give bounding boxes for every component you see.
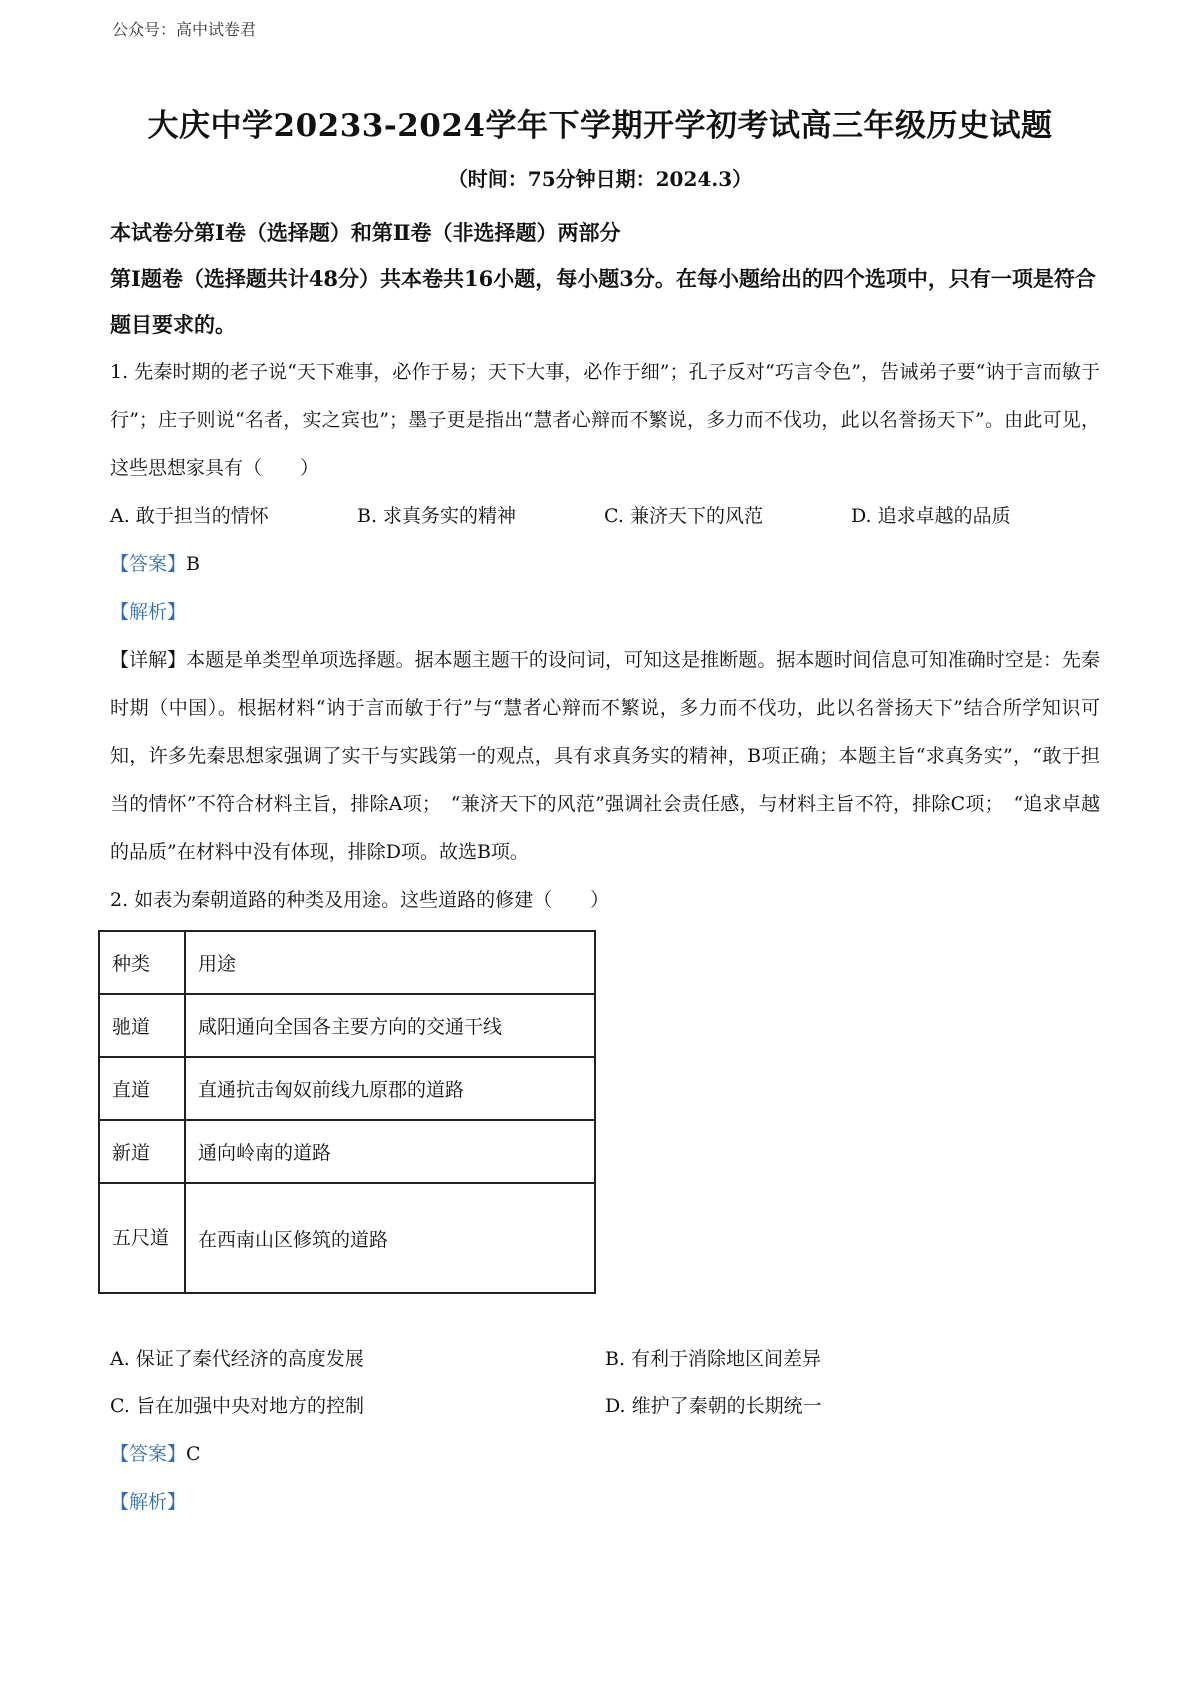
q1-answer-tag: 【答案】: [110, 553, 187, 575]
qin-roads-table: [98, 930, 596, 1294]
exam-time-date: （时间：75分钟日期：2024.3）: [447, 167, 753, 191]
table-header-use: 用途: [185, 931, 595, 994]
q2-option-b: B. 有利于消除地区间差异: [605, 1348, 822, 1370]
table-row: [99, 994, 595, 1057]
q2-option-c: C. 旨在加强中央对地方的控制: [110, 1395, 364, 1417]
question-2-options: [110, 1336, 1100, 1430]
table-row: [99, 1057, 595, 1120]
table-cell-use: 直通抗击匈奴前线九原郡的道路: [185, 1057, 595, 1120]
table-row: [99, 1183, 595, 1293]
q1-analysis-tag: 【解析】: [110, 601, 187, 623]
intro-line-1: 本试卷分第Ⅰ卷（选择题）和第Ⅱ卷（非选择题）两部分: [110, 220, 621, 245]
q1-analysis-line: [110, 588, 1100, 636]
question-1: [110, 348, 1100, 876]
table-header-row: [99, 931, 595, 994]
q1-option-c: C. 兼济天下的风范: [604, 505, 763, 527]
exam-content: [110, 210, 1100, 1526]
q2-option-d: D. 维护了秦朝的长期统一: [605, 1395, 822, 1417]
page-title: 大庆中学20233-2024学年下学期开学初考试高三年级历史试题: [147, 108, 1053, 144]
table-cell-kind-text: 五尺道: [112, 1227, 170, 1249]
q1-option-d: D. 追求卓越的品质: [851, 505, 1011, 527]
q2-analysis-tag: 【解析】: [110, 1491, 187, 1513]
q2-option-a: A. 保证了秦代经济的高度发展: [110, 1348, 364, 1370]
q1-answer: B: [186, 553, 200, 575]
q2-analysis-line: [110, 1478, 1100, 1526]
table-cell-kind: 直道: [99, 1057, 185, 1120]
question-2: [110, 876, 1100, 1526]
table-header-kind: 种类: [99, 931, 185, 994]
q1-answer-line: [110, 540, 1100, 588]
table-row: [99, 1120, 595, 1183]
header-note: 公众号：高中试卷君: [112, 20, 257, 39]
table-cell-use: 在西南山区修筑的道路: [185, 1183, 595, 1293]
q1-detail: [110, 636, 1100, 876]
table-cell-kind: [99, 1183, 185, 1293]
intro-line-2: 第Ⅰ题卷（选择题共计48分）共本卷共16小题，每小题3分。在每小题给出的四个选项中，只有一项是符合题目要求的。: [110, 266, 1096, 337]
q1-detail-text: 本题是单类型单项选择题。据本题主题干的设问词，可知这是推断题。据本题时间信息可知准确时空是：先秦时期（中国）。根据材料“讷于言而敏于行”与“慧者心辩而不繁说，多力而不伐功，此以名誉扬天下”结合所学知识可知，许多先秦思想家强调了实干与实践第一的观点，具有求真务实的精神，B项正确；本题主旨“求真务实”，“敢于担当的情怀”不符合材料主旨，排除A项； “兼济天下的风范”强调社会责任感，与材料主旨不符，排除C项； “追求卓越的品质”在材料中没有体现，排除D项。故选B项。: [110, 649, 1100, 863]
question-1-options: [110, 492, 1100, 540]
table-cell-kind: 新道: [99, 1120, 185, 1183]
table-cell-use: 咸阳通向全国各主要方向的交通干线: [185, 994, 595, 1057]
q1-detail-tag: 【详解】: [110, 649, 187, 671]
q1-option-b: B. 求真务实的精神: [357, 505, 517, 527]
table-cell-kind: 驰道: [99, 994, 185, 1057]
q2-answer-line: [110, 1430, 1100, 1478]
question-1-stem: 1. 先秦时期的老子说“天下难事，必作于易；天下大事，必作于细”；孔子反对“巧言令色”，告诫弟子要“讷于言而敏于行”；庄子则说“名者，实之宾也”；墨子更是指出“慧者心辩而不繁说，多力而不伐功，此以名誉扬天下”。由此可见，这些思想家具有（ ）: [110, 361, 1100, 479]
q1-option-a: A. 敢于担当的情怀: [110, 505, 269, 527]
q2-answer: C: [186, 1443, 201, 1465]
question-2-stem: 2. 如表为秦朝道路的种类及用途。这些道路的修建（ ）: [110, 889, 610, 911]
q2-answer-tag: 【答案】: [110, 1443, 187, 1465]
table-cell-use: 通向岭南的道路: [185, 1120, 595, 1183]
